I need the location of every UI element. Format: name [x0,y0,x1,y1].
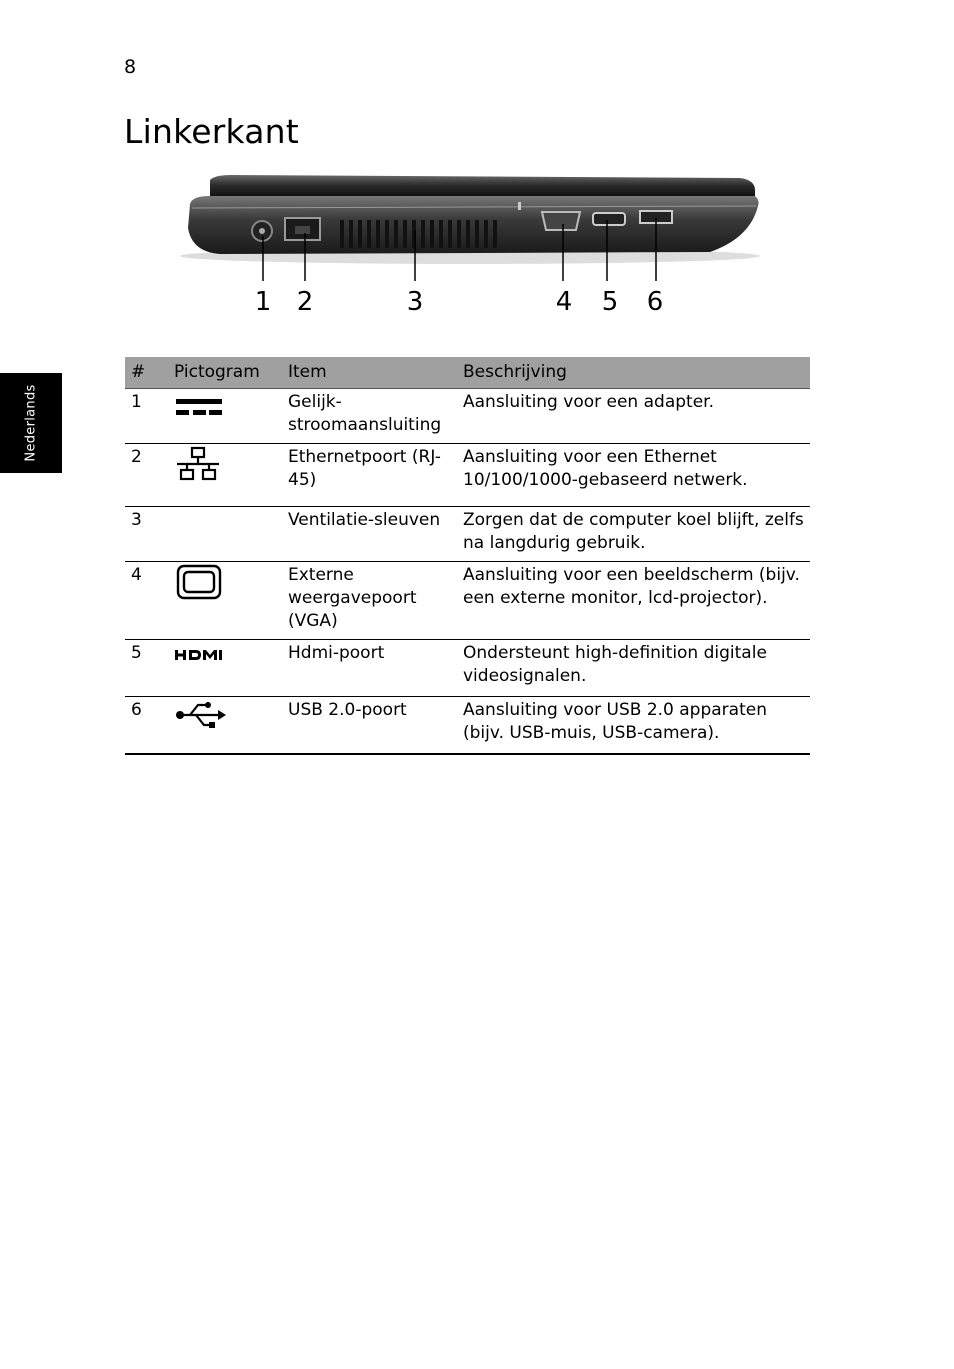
callout-5: 5 [601,287,619,317]
table-row [125,389,810,444]
row-number: 2 [125,444,168,507]
laptop-lid [210,175,755,196]
hdmi-icon [174,642,230,670]
callout-3: 3 [406,287,424,317]
side-tab-label: Nederlands [23,384,39,462]
row-description: Ondersteunt high-definition digitale videosignalen. [457,640,810,697]
dc-power-icon [174,391,224,421]
table-row [125,562,810,640]
table-row [125,444,810,507]
usb-icon [174,699,230,731]
row-number: 4 [125,562,168,640]
row-description: Aansluiting voor een Ethernet 10/100/1000-gebaseerd netwerk. [457,444,810,507]
laptop-base [188,196,759,254]
page-number: 8 [124,56,137,78]
table-header-row [125,357,810,389]
row-item: Ventilatie-sleuven [282,507,457,562]
header-pictogram: Pictogram [168,357,282,389]
row-number: 5 [125,640,168,697]
callout-2: 2 [296,287,314,317]
callout-4: 4 [555,287,573,317]
row-number: 1 [125,389,168,444]
table-row [125,697,810,754]
laptop-left-side-figure [170,168,770,328]
header-description: Beschrijving [457,357,810,389]
language-side-tab [0,373,62,473]
vga-monitor-icon [174,564,224,600]
row-description: Aansluiting voor USB 2.0 apparaten (bijv. USB-muis, USB-camera). [457,697,810,754]
row-item: Ethernetpoort (RJ-45) [282,444,457,507]
header-number: # [125,357,168,389]
row-number: 3 [125,507,168,562]
callout-6: 6 [646,287,664,317]
row-number: 6 [125,697,168,754]
ports-table [125,357,810,755]
callout-1: 1 [254,287,272,317]
table-row [125,507,810,562]
table-row [125,640,810,697]
header-item: Item [282,357,457,389]
row-description: Zorgen dat de computer koel blijft, zelfs na langdurig gebruik. [457,507,810,562]
row-item: Externe weergavepoort (VGA) [282,562,457,640]
hdmi-port [593,213,625,225]
row-description: Aansluiting voor een beeldscherm (bijv. een externe monitor, lcd-projector). [457,562,810,640]
row-description: Aansluiting voor een adapter. [457,389,810,444]
row-item: Hdmi-poort [282,640,457,697]
row-item: USB 2.0-poort [282,697,457,754]
page-title: Linkerkant [124,112,299,151]
ethernet-icon [174,446,224,484]
vga-port [542,212,580,230]
row-item: Gelijk-stroomaansluiting [282,389,457,444]
